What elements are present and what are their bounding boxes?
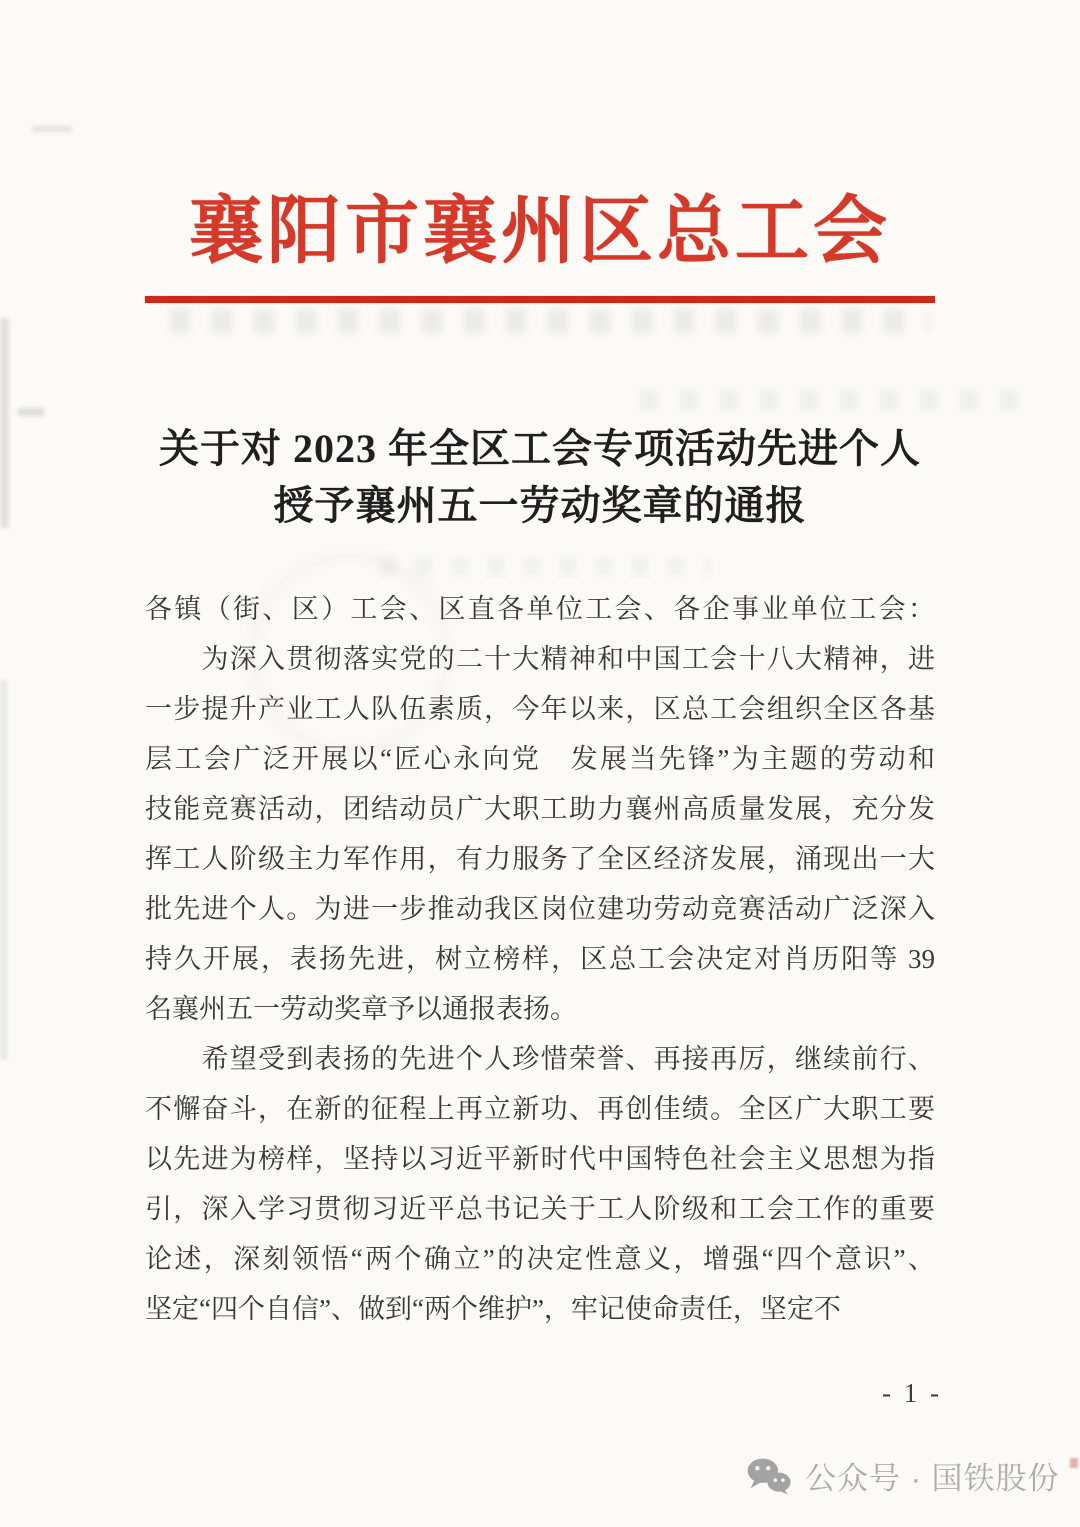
page-number: - 1 -: [882, 1378, 942, 1408]
letterhead-org-name: 襄阳市襄州区总工会: [189, 191, 891, 273]
wechat-icon: [746, 1457, 792, 1495]
body-line: 不懈奋斗，在新的征程上再立新功、再创佳绩。全区广大职工要: [145, 1094, 935, 1124]
body-line: 技能竞赛活动，团结动员广大职工助力襄州高质量发展，充分发: [145, 794, 935, 824]
document-body: [145, 584, 935, 1334]
body-line: 各镇（街、区）工会、区直各单位工会、各企事业单位工会：: [145, 594, 935, 624]
bleedthrough-artifact: [380, 558, 710, 576]
document-title-line1: 关于对 2023 年全区工会专项活动先进个人: [159, 426, 921, 471]
bleedthrough-artifact: [170, 309, 930, 333]
watermark-text: 公众号 · 国铁股份: [805, 1461, 1060, 1496]
watermark: [746, 1453, 1060, 1498]
scan-edge-artifact: [1070, 1458, 1078, 1468]
body-line: 挥工人阶级主力军作用，有力服务了全区经济发展，涌现出一大: [145, 844, 935, 874]
bleedthrough-artifact: [640, 390, 1030, 410]
body-line: 引，深入学习贯彻习近平总书记关于工人阶级和工会工作的重要: [145, 1194, 935, 1224]
document-title: [0, 420, 1080, 534]
body-line: 批先进个人。为进一步推动我区岗位建功劳动竞赛活动广泛深入: [145, 894, 935, 924]
body-line: 论述，深刻领悟“两个确立”的决定性意义，增强“四个意识”、: [145, 1244, 935, 1274]
body-line: 名襄州五一劳动奖章予以通报表扬。: [145, 994, 577, 1024]
scan-edge-artifact: [0, 680, 7, 1060]
scan-edge-artifact: [32, 126, 72, 132]
document-title-line2: 授予襄州五一劳动奖章的通报: [273, 483, 807, 528]
scan-edge-artifact: [18, 408, 44, 416]
body-line: 持久开展，表扬先进，树立榜样，区总工会决定对肖历阳等 39: [145, 944, 935, 974]
letterhead-rule: [145, 296, 935, 303]
body-line: 层工会广泛开展以“匠心永向党 发展当先锋”为主题的劳动和: [145, 744, 935, 774]
body-line: 坚定“四个自信”、做到“两个维护”，牢记使命责任，坚定不: [145, 1294, 841, 1324]
body-line: 一步提升产业工人队伍素质，今年以来，区总工会组织全区各基: [145, 694, 935, 724]
body-line: 为深入贯彻落实党的二十大精神和中国工会十八大精神，进: [145, 644, 935, 674]
body-line: 希望受到表扬的先进个人珍惜荣誉、再接再厉，继续前行、: [145, 1044, 935, 1074]
body-line: 以先进为榜样，坚持以习近平新时代中国特色社会主义思想为指: [145, 1144, 935, 1174]
